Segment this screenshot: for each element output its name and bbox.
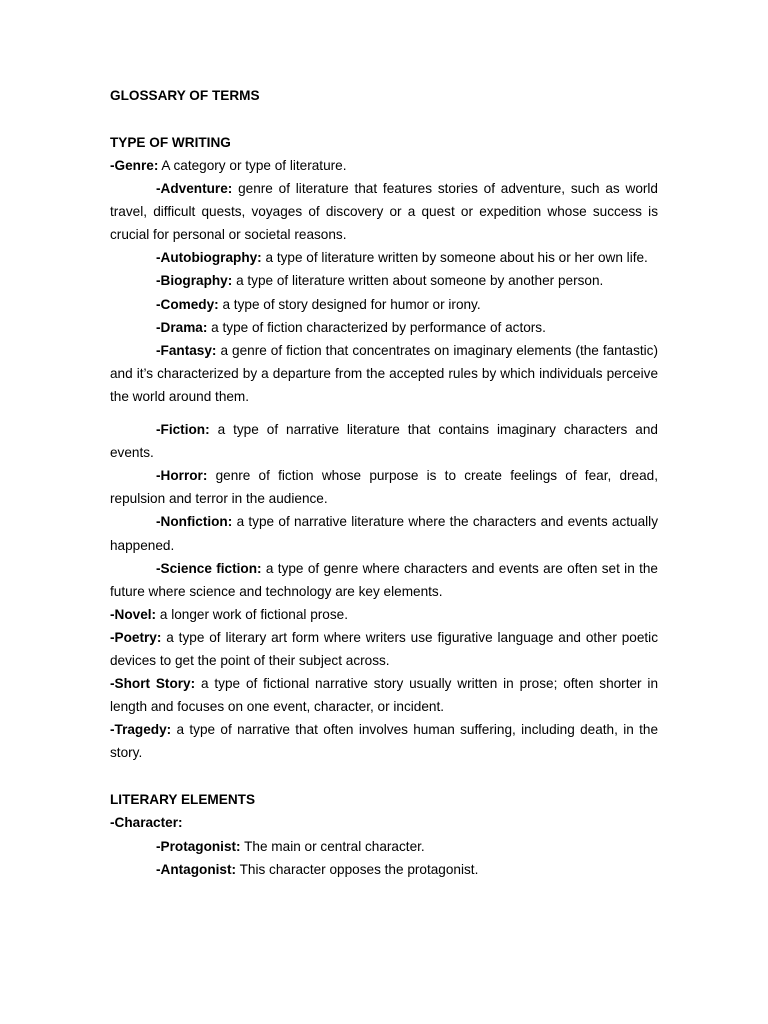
entry-short-story (110, 672, 658, 718)
term-label: -Genre: (110, 158, 159, 173)
entry-fantasy (110, 339, 658, 408)
term-definition: a type of genre where characters and events are often set in the future where science and technology are key elements. (110, 560, 658, 599)
entry-character (110, 811, 658, 834)
term-label: -Character: (110, 815, 183, 831)
term-label: -Fiction: (156, 422, 210, 438)
entry-adventure (110, 177, 658, 246)
term-definition: a longer work of fictional prose. (159, 606, 349, 622)
entry-comedy (110, 293, 658, 316)
term-definition: This character opposes the protagonist. (239, 861, 479, 877)
term-label: -Autobiography: (156, 250, 262, 266)
entry-biography (110, 269, 658, 292)
entry-science-fiction (110, 557, 658, 603)
entry-fiction (110, 418, 658, 464)
term-label: -Novel: (110, 606, 157, 622)
term-label: -Antagonist: (156, 861, 237, 877)
term-definition: genre of fiction whose purpose is to create feelings of fear, dread, repulsion and terror in the audience. (110, 468, 659, 507)
term-label: -Poetry: (110, 629, 162, 645)
term-definition: A category or type of literature. (161, 158, 347, 173)
term-definition: a type of literary art form where writers use figurative language and other poetic devices to get the point of their subject across. (110, 629, 658, 668)
term-definition: a type of narrative that often involves human suffering, including death, in the story. (110, 722, 659, 761)
entry-protagonist (110, 835, 658, 858)
term-definition: a type of story designed for humor or irony. (222, 296, 481, 312)
entry-tragedy (110, 718, 658, 764)
term-definition: a type of literature written about someone by another person. (236, 273, 604, 289)
term-label: -Science fiction: (156, 560, 262, 576)
document-page (110, 84, 658, 881)
term-definition: a type of narrative literature where the characters and events actually happened. (110, 514, 659, 553)
term-label: -Drama: (156, 319, 208, 335)
term-label: -Comedy: (156, 296, 219, 312)
entry-autobiography (110, 246, 658, 269)
entry-poetry (110, 626, 658, 672)
term-label: -Tragedy: (110, 722, 172, 738)
term-label: -Protagonist: (156, 838, 241, 854)
term-label: -Nonfiction: (156, 514, 233, 530)
term-definition: a genre of fiction that concentrates on imaginary elements (the fantastic) and it’s characterized by a departure from the accepted rules by which individuals perceive the world around them. (110, 342, 659, 404)
section-heading-literary-elements: LITERARY ELEMENTS (110, 792, 256, 808)
term-definition: The main or central character. (244, 838, 425, 854)
term-definition: a type of literature written by someone about his or her own life. (265, 250, 648, 266)
entry-nonfiction (110, 510, 658, 556)
entry-drama (110, 316, 658, 339)
term-label: -Adventure: (156, 181, 233, 197)
entry-novel (110, 603, 658, 626)
term-definition: a type of narrative literature that contains imaginary characters and events. (110, 422, 658, 461)
entry-horror (110, 464, 658, 510)
term-label: -Horror: (156, 468, 208, 484)
entry-antagonist (110, 858, 658, 881)
entry-genre (110, 154, 658, 177)
term-definition: a type of fictional narrative story usually written in prose; often shorter in length and focuses on one event, character, or incident. (110, 676, 659, 715)
term-definition: a type of fiction characterized by performance of actors. (211, 319, 546, 335)
document-title: GLOSSARY OF TERMS (110, 88, 260, 103)
section-heading-type-of-writing: TYPE OF WRITING (110, 135, 231, 150)
term-label: -Biography: (156, 273, 233, 289)
term-label: -Fantasy: (156, 342, 217, 358)
term-definition: genre of literature that features stories of adventure, such as world travel, difficult quests, voyages of discovery or a quest or expedition whose success is crucial for personal or societal reasons. (110, 181, 658, 243)
term-label: -Short Story: (110, 676, 196, 692)
